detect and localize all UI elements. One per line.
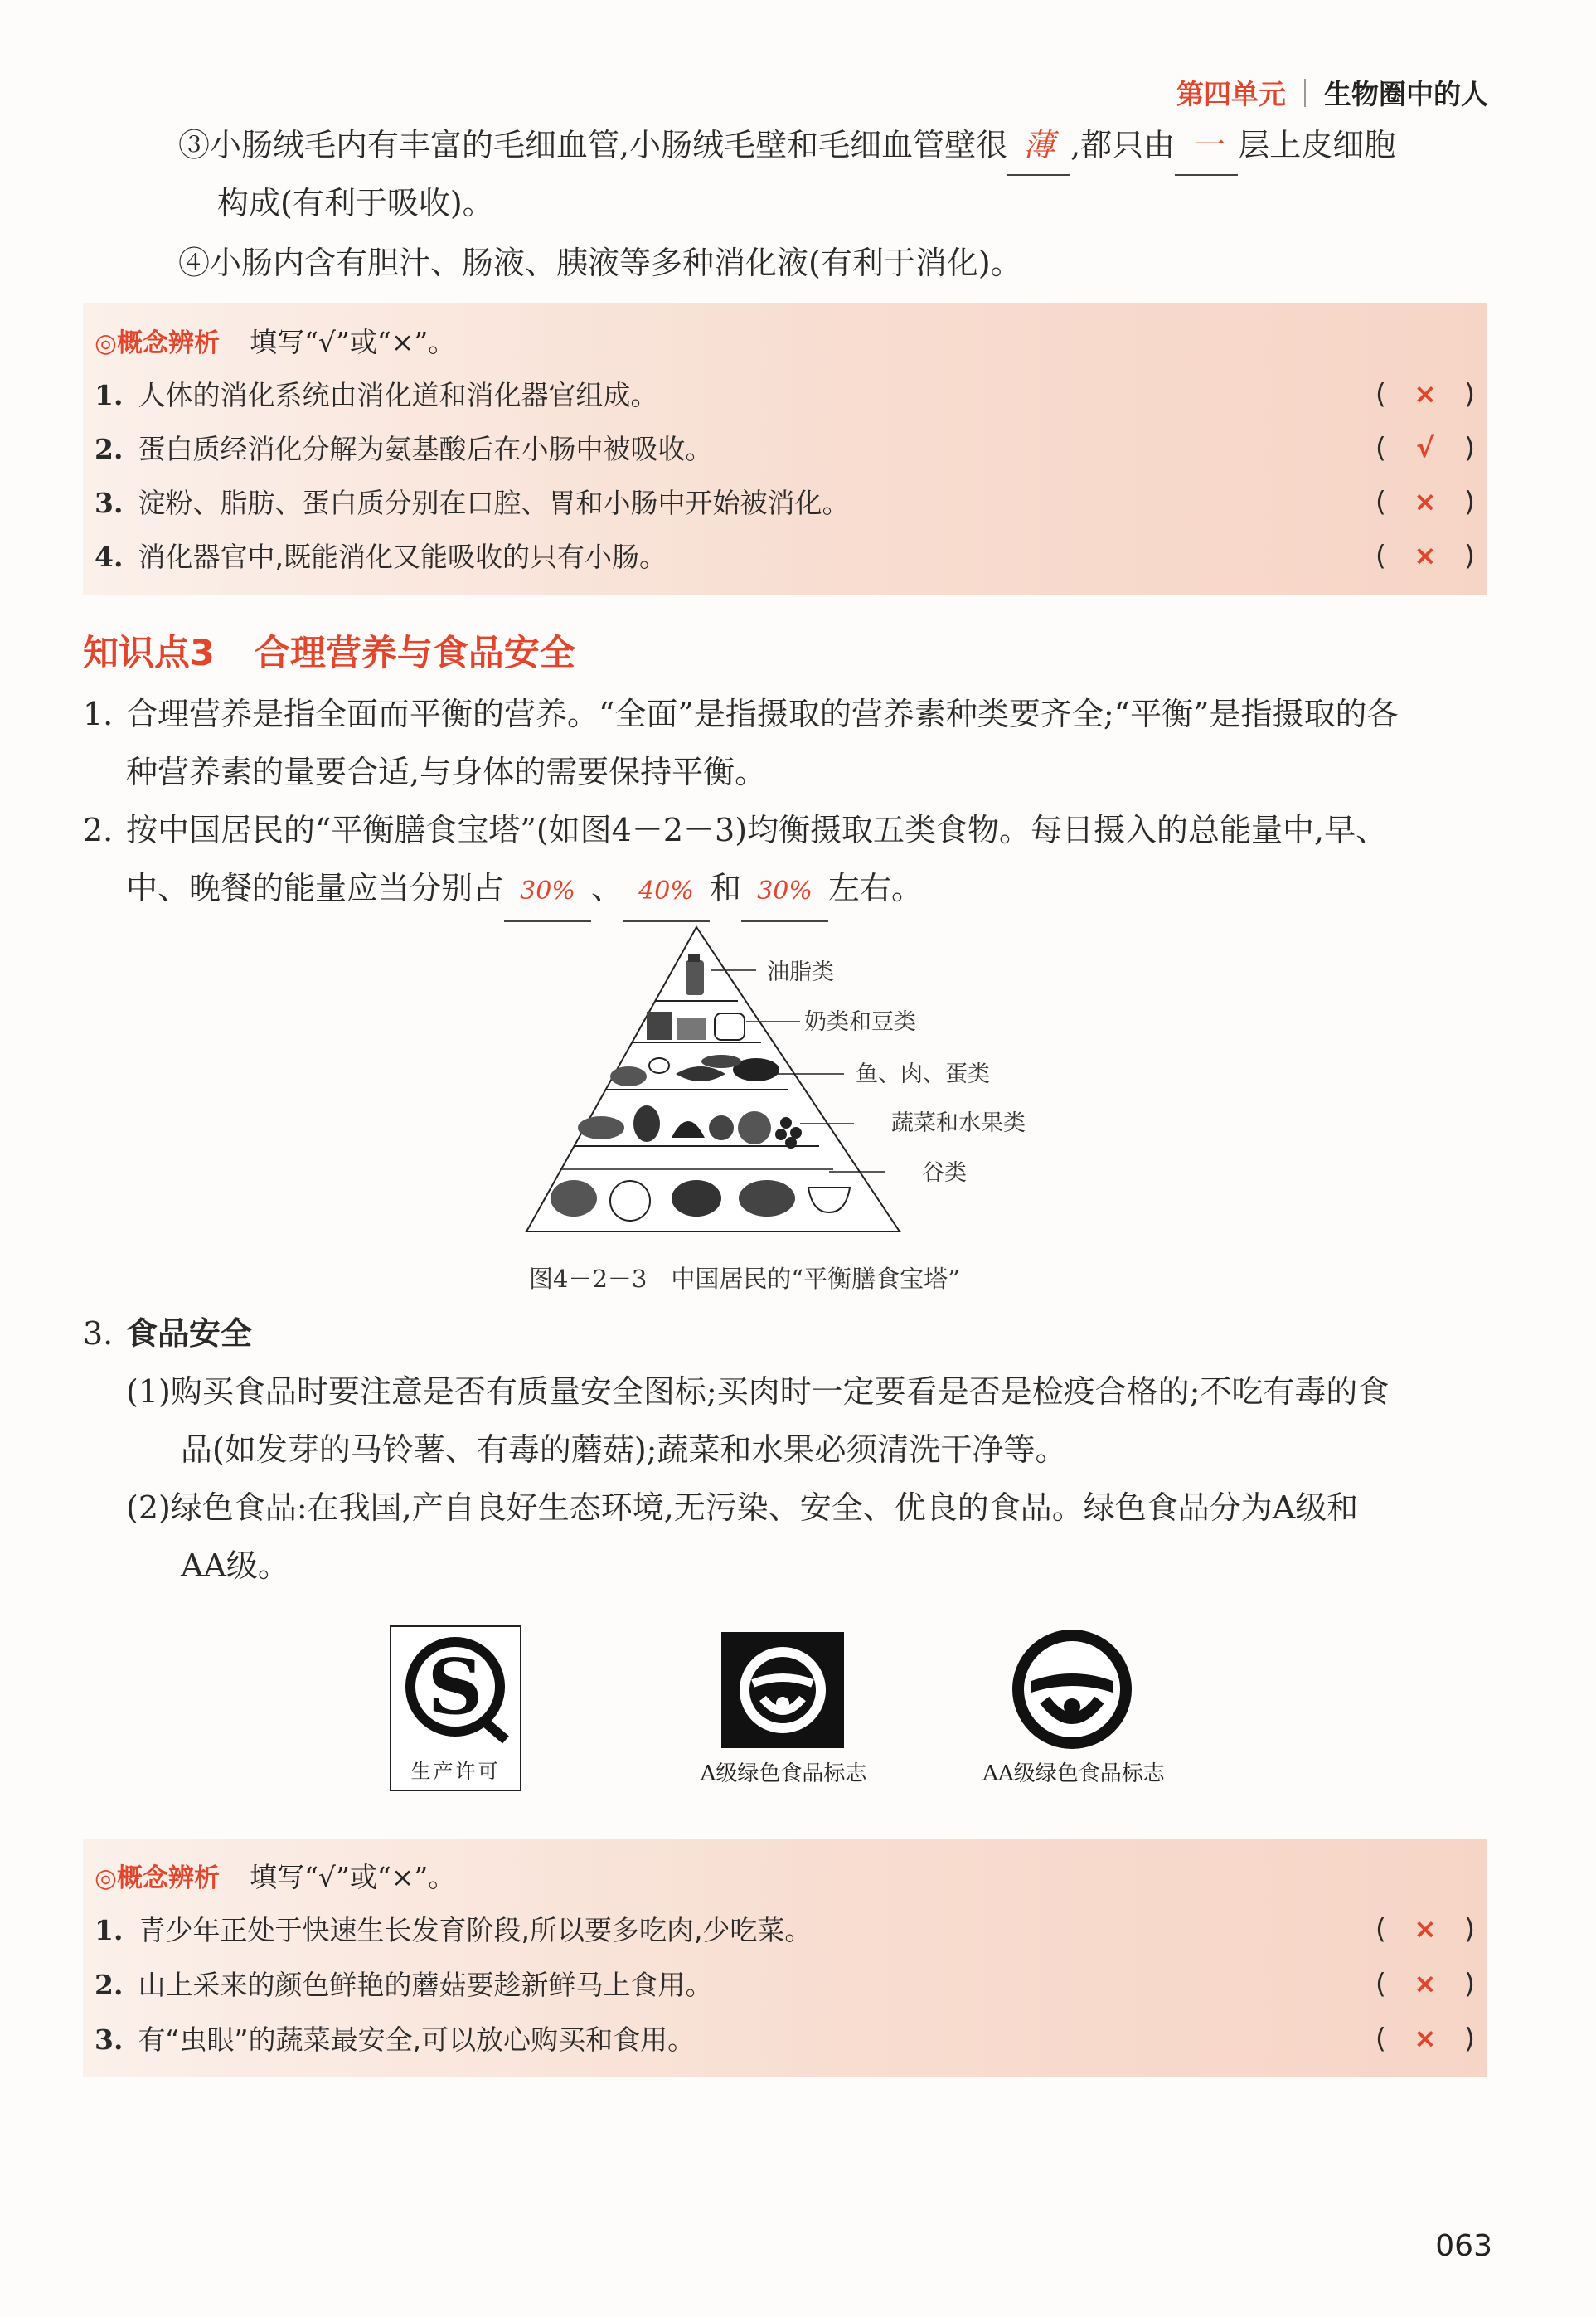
page-header [1176, 73, 1488, 112]
paragraph-1-line2: 种营养素的量要合适,与身体的需要保持平衡。 [126, 754, 767, 790]
pyramid-label-oil: 油脂类 [767, 959, 834, 985]
knowledge-point-title: 知识点3 合理营养与食品安全 [83, 633, 575, 674]
oil-bottle-icon [686, 960, 704, 995]
answer-mark: × [1414, 1967, 1437, 1999]
pyramid-label-grain: 谷类 [922, 1160, 967, 1186]
point3-line1: ③小肠绒毛内有丰富的毛细血管,小肠绒毛壁和毛细血管壁很 薄 ,都只由 一 层上皮细胞 [178, 116, 1395, 176]
header-divider [1304, 79, 1306, 107]
paragraph-2-num: 2. [83, 812, 114, 848]
concept-item: 2. 山上采来的颜色鲜艳的蘑菇要趁新鲜马上食用。 ( × ) [95, 1967, 1475, 2001]
concept-item: 3. 淀粉、脂肪、蛋白质分别在口腔、胃和小肠中开始被消化。 ( × ) [95, 485, 1475, 519]
section-3-num: 3. [83, 1315, 114, 1352]
food-safety-s1-line2: 品(如发芽的马铃薯、有毒的蘑菇);蔬菜和水果必须清洗干净等。 [181, 1431, 1067, 1468]
concept-analysis-box-2 [83, 1839, 1487, 2077]
blank-lunch: 40% [623, 862, 710, 922]
paragraph-2-line1: 按中国居民的“平衡膳食宝塔”(如图4－2－3)均衡摄取五类食物。每日摄入的总能量中,早、 [126, 812, 1388, 848]
pyramid-label-meat: 鱼、肉、蛋类 [856, 1061, 990, 1087]
concept-item: 1. 青少年正处于快速生长发育阶段,所以要多吃肉,少吃菜。 ( × ) [95, 1912, 1475, 1946]
qs-logo-text: 生产许可 [410, 1760, 501, 1783]
concept-item: 2. 蛋白质经消化分解为氨基酸后在小肠中被吸收。 ( √ ) [95, 431, 1475, 465]
concept-item: 1. 人体的消化系统由消化道和消化器官组成。 ( × ) [95, 377, 1475, 411]
sweet-potato-icon [551, 1180, 597, 1217]
answer-paren: ( × ) [1375, 1967, 1475, 1999]
answer-mark: × [1414, 539, 1437, 571]
food-safety-s2-line2: AA级。 [181, 1547, 289, 1584]
concept-title: ◎概念辨析 [95, 1863, 221, 1893]
tofu-icon [715, 1013, 745, 1040]
answer-mark: × [1414, 485, 1437, 517]
concept-instruction: 填写“√”或“×”。 [250, 326, 456, 358]
answer-mark: × [1414, 377, 1437, 410]
egg-icon [649, 1058, 669, 1073]
concept-title: ◎概念辨析 [95, 328, 221, 358]
a-green-food-label: A级绿色食品标志 [700, 1761, 867, 1786]
bun-icon [610, 1181, 650, 1221]
unit-label: 第四单元 [1176, 78, 1286, 110]
svg-text:S: S [427, 1642, 483, 1732]
vegetable-icon [578, 1116, 624, 1139]
answer-mark: × [1414, 1912, 1437, 1945]
point3-line2: 构成(有利于吸收)。 [217, 185, 494, 221]
answer-paren: ( √ ) [1375, 431, 1475, 464]
aa-green-food-logo-icon [1010, 1627, 1134, 1751]
concept-instruction: 填写“√”或“×”。 [250, 1861, 456, 1893]
milk-carton-icon [647, 1012, 672, 1040]
grapes-icon [780, 1117, 792, 1129]
answer-mark: √ [1415, 431, 1434, 464]
qs-logo [390, 1625, 521, 1791]
blank-one-layer: 一 [1175, 116, 1238, 176]
blank-dinner: 30% [741, 862, 828, 922]
concept-item: 4. 消化器官中,既能消化又能吸收的只有小肠。 ( × ) [95, 539, 1475, 573]
aa-green-food-label: AA级绿色食品标志 [982, 1761, 1165, 1786]
a-green-food-logo-icon [721, 1632, 844, 1748]
page-number: 063 [1435, 2229, 1492, 2263]
food-safety-s2-line1: (2)绿色食品:在我国,产自良好生态环境,无污染、安全、优良的食品。绿色食品分为A级和 [126, 1489, 1359, 1526]
chapter-title: 生物圈中的人 [1324, 78, 1488, 110]
paragraph-1-num: 1. [83, 696, 114, 732]
answer-paren: ( × ) [1375, 1912, 1475, 1945]
meat-icon [610, 1066, 647, 1086]
pyramid-label-veg: 蔬菜和水果类 [891, 1110, 1026, 1136]
answer-mark: × [1414, 2022, 1437, 2054]
figure-caption: 图4－2－3 中国居民的“平衡膳食宝塔” [529, 1265, 961, 1293]
bread-icon [672, 1180, 721, 1217]
concept-item: 3. 有“虫眼”的蔬菜最安全,可以放心购买和食用。 ( × ) [95, 2022, 1475, 2056]
answer-paren: ( × ) [1375, 377, 1475, 410]
blank-breakfast: 30% [504, 862, 591, 922]
pyramid-label-dairy: 奶类和豆类 [804, 1009, 916, 1035]
paragraph-1-line1: 合理营养是指全面而平衡的营养。“全面”是指摄取的营养素种类要齐全;“平衡”是指摄取的各 [126, 696, 1399, 732]
qs-symbol-icon [391, 1627, 520, 1751]
answer-paren: ( × ) [1375, 539, 1475, 571]
corn-icon [739, 1180, 795, 1217]
paragraph-2-line2: 中、晚餐的能量应当分别占 30% 、 40% 和 30% 左右。 [126, 859, 923, 922]
answer-paren: ( × ) [1375, 485, 1475, 517]
concept-analysis-box-1 [83, 303, 1487, 595]
section-3-title: 食品安全 [126, 1314, 253, 1352]
food-safety-s1-line1: (1)购买食品时要注意是否有质量安全图标;买肉时一定要看是否是检疫合格的;不吃有毒的食 [126, 1373, 1390, 1410]
blank-thin: 薄 [1007, 116, 1070, 176]
answer-paren: ( × ) [1375, 2022, 1475, 2054]
apple-icon [738, 1111, 771, 1144]
point4: ④小肠内含有胆汁、肠液、胰液等多种消化液(有利于消化)。 [178, 245, 1022, 281]
